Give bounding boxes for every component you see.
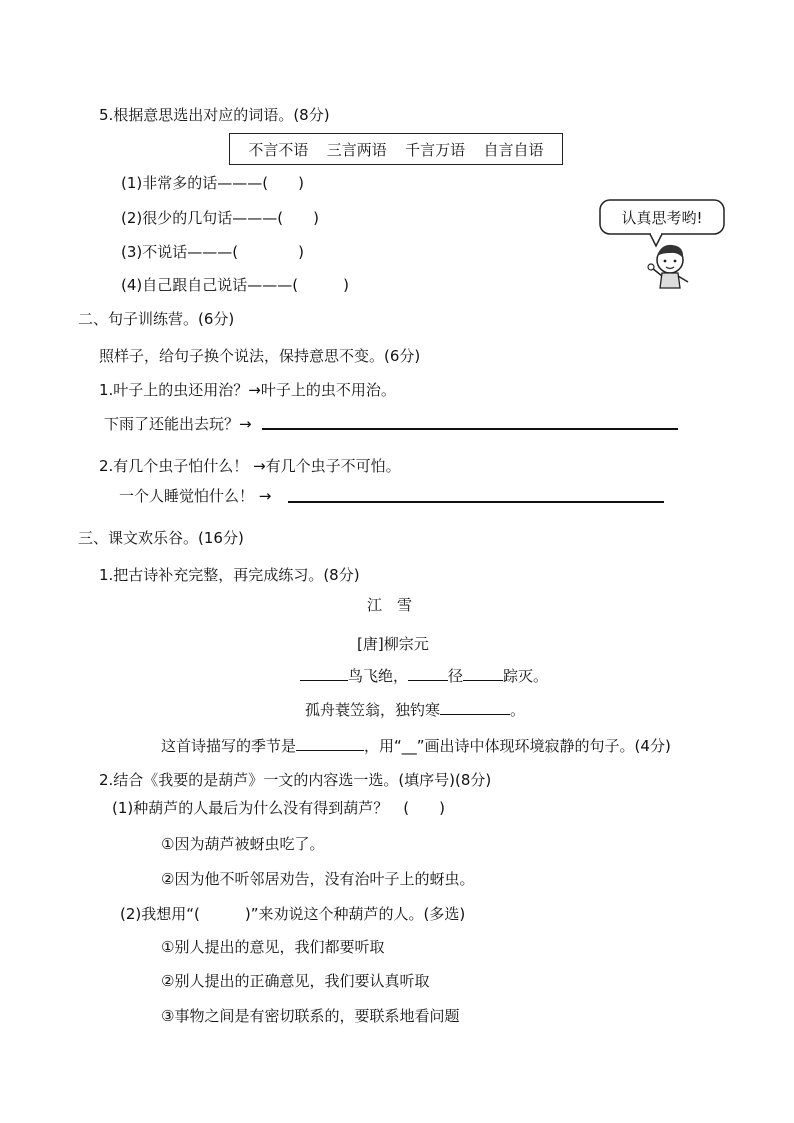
rewrite-prompt-1: 下雨了还能出去玩？→ <box>104 415 252 433</box>
word-option-1: 不言不语 <box>248 140 309 159</box>
example-1: 1.叶子上的虫还用治？→叶子上的虫不用治。 <box>99 381 396 399</box>
poem-title: 江 雪 <box>367 596 413 614</box>
poem-line-1-text-a: 鸟飞绝， <box>348 667 409 685</box>
q5-item-3[interactable]: (3)不说话———( ) <box>121 243 304 261</box>
poem-line-2-end: 。 <box>510 701 526 719</box>
poem-line-2-text: 孤舟蓑笠翁，独钓寒 <box>305 701 441 719</box>
poem-line-1-text-c: 踪灭。 <box>503 667 549 685</box>
part2-option-3: ③事物之间是有密切联系的，要联系地看问题 <box>161 1007 460 1025</box>
part2-question[interactable]: (2)我想用“( )”来劝说这个种葫芦的人。(多选) <box>120 905 466 923</box>
part2-option-1: ①别人提出的意见，我们都要听取 <box>161 938 385 956</box>
example-2: 2.有几个虫子怕什么！ →有几个虫子不可怕。 <box>99 457 401 475</box>
section3-title: 三、课文欢乐谷。(16分) <box>78 529 244 547</box>
blank-1[interactable] <box>300 680 348 681</box>
part2-option-2: ②别人提出的正确意见，我们要认真听取 <box>161 972 430 990</box>
blank-2[interactable] <box>408 680 448 681</box>
word-option-4: 自言自语 <box>483 140 544 159</box>
section2-instruction: 照样子，给句子换个说法，保持意思不变。(6分) <box>99 347 421 365</box>
thinking-kid-illustration <box>598 198 728 290</box>
poem-question <box>161 736 671 756</box>
section2-title: 二、句子训练营。(6分) <box>78 310 235 328</box>
part1-option-1: ①因为葫芦被蚜虫吃了。 <box>161 835 325 853</box>
answer-line-2[interactable] <box>288 501 664 503</box>
q5-item-1[interactable]: (1)非常多的话———( ) <box>121 174 304 192</box>
poem-question-text-a: 这首诗描写的季节是 <box>161 737 297 755</box>
bubble-text: 认真思考哟! <box>621 209 703 227</box>
poem-author: [唐]柳宗元 <box>357 635 429 653</box>
poem-line-2 <box>305 700 525 720</box>
q5-title: 5.根据意思选出对应的词语。(8分) <box>99 106 330 124</box>
part1-option-2: ②因为他不听邻居劝告，没有治叶子上的蚜虫。 <box>161 870 475 888</box>
blank-4[interactable] <box>440 714 510 715</box>
q5-item-2[interactable]: (2)很少的几句话———( ) <box>121 209 319 227</box>
poem-line-1 <box>300 666 548 686</box>
answer-line-1[interactable] <box>262 428 678 430</box>
word-option-3: 千言万语 <box>405 140 466 159</box>
part1-question[interactable]: (1)种葫芦的人最后为什么没有得到葫芦？ ( ) <box>112 799 445 817</box>
season-blank[interactable] <box>296 750 364 751</box>
word-bank-box <box>229 133 563 165</box>
poem-line-1-text-b: 径 <box>448 667 464 685</box>
blank-3[interactable] <box>463 680 503 681</box>
sub-question-2: 2.结合《我要的是葫芦》一文的内容选一选。(填序号)(8分) <box>99 771 492 789</box>
rewrite-prompt-2: 一个人睡觉怕什么！ → <box>119 487 272 505</box>
poem-question-text-b: ，用“__”画出诗中体现环境寂静的句子。(4分) <box>364 737 671 755</box>
q5-item-4[interactable]: (4)自己跟自己说话———( ) <box>121 276 349 294</box>
word-option-2: 三言两语 <box>326 140 387 159</box>
sub-question-1: 1.把古诗补充完整，再完成练习。(8分) <box>99 566 360 584</box>
